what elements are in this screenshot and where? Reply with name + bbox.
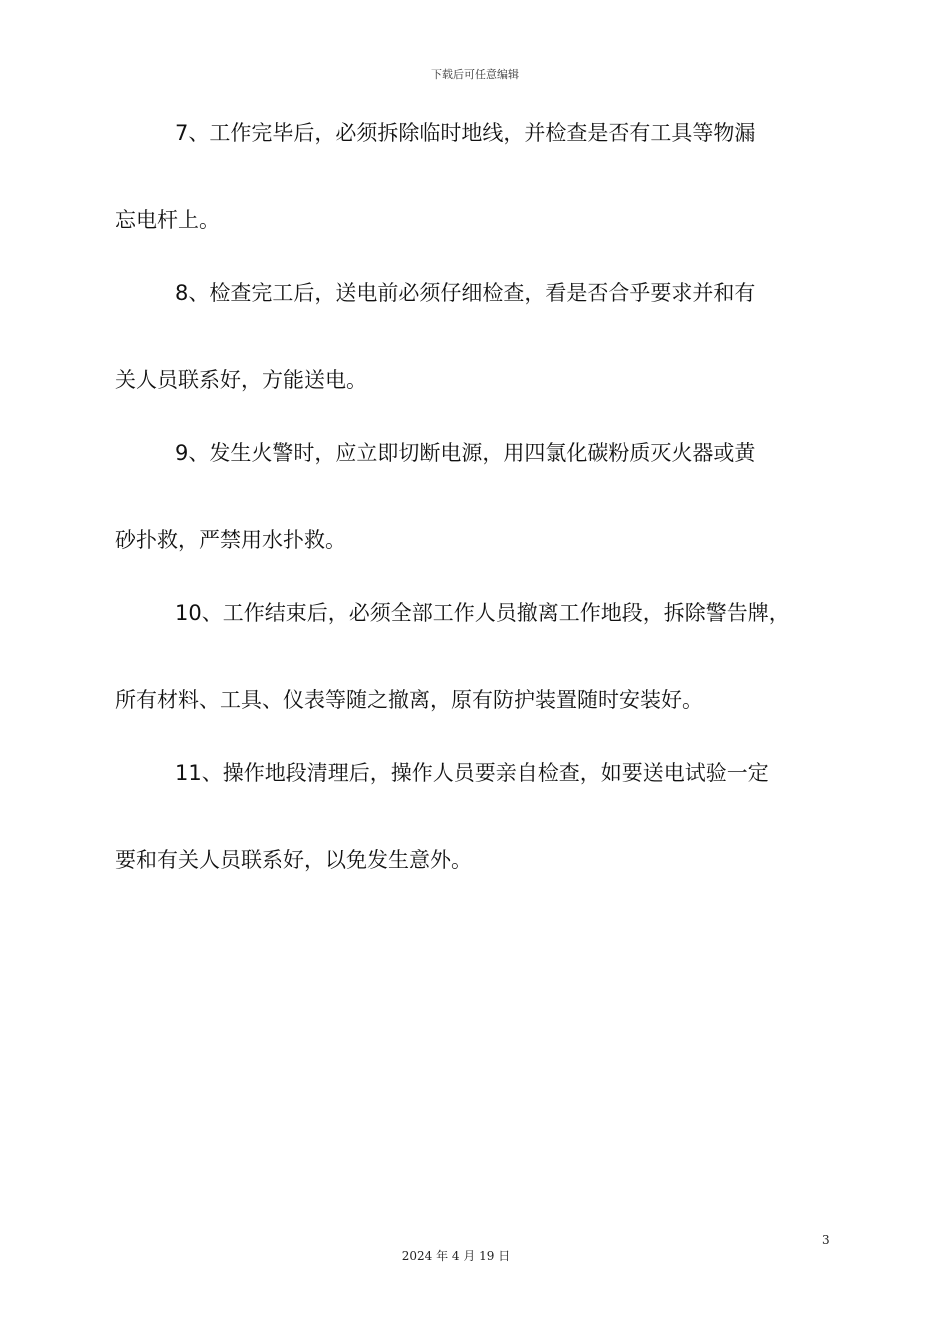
footer-date: 2024 年 4 月 19 日	[401, 1249, 511, 1263]
paragraph-10-line-2: 所有材料、工具、仪表等随之撤离，原有防护装置随时安装好。	[115, 688, 703, 712]
paragraph-8-line-1: 8、检查完工后，送电前必须仔细检查，看是否合乎要求并和有	[175, 281, 756, 305]
paragraph-9-line-1: 9、发生火警时，应立即切断电源，用四氯化碳粉质灭火器或黄	[175, 441, 756, 465]
paragraph-10-line-1: 10、工作结束后，必须全部工作人员撤离工作地段，拆除警告牌，	[175, 601, 790, 625]
paragraph-9-line-2: 砂扑救，严禁用水扑救。	[115, 528, 346, 552]
paragraph-11-line-2: 要和有关人员联系好，以免发生意外。	[115, 848, 472, 872]
paragraph-11-line-1: 11、操作地段清理后，操作人员要亲自检查，如要送电试验一定	[175, 761, 769, 785]
page-number: 3	[822, 1233, 830, 1247]
header-note: 下载后可任意编辑	[431, 68, 519, 81]
paragraph-7-line-1: 7、工作完毕后，必须拆除临时地线，并检查是否有工具等物漏	[175, 121, 756, 145]
paragraph-8-line-2: 关人员联系好，方能送电。	[115, 368, 367, 392]
paragraph-7-line-2: 忘电杆上。	[115, 208, 220, 232]
